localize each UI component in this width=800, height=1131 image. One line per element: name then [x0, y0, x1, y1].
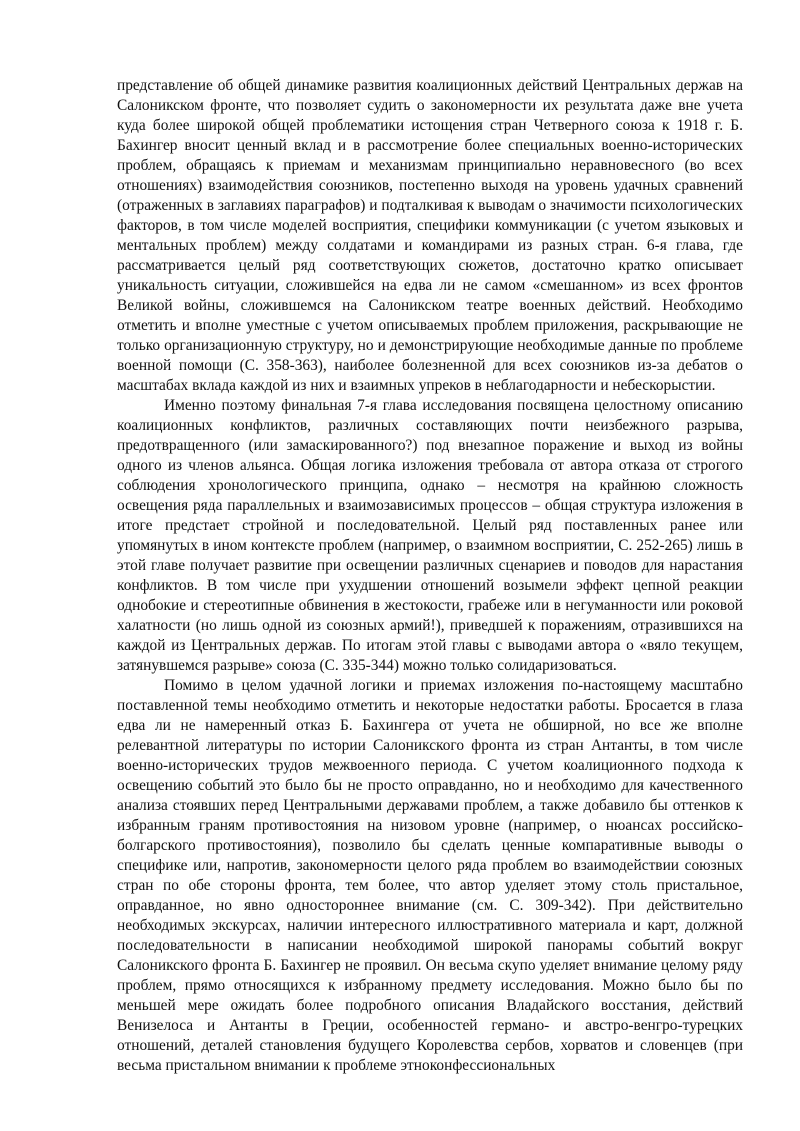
- document-page: [117, 76, 743, 1076]
- paragraph-1: представление об общей динамике развития коалиционных действий Центральных держав на Салоникском фронте, что позволяет судить о закономерности их результата даже вне учета куда более широкой общей проблематики истощения стран Четверного союза к 1918 г. Б. Бахингер вносит ценный вклад и в рассмотрение более специальных военно-исторических проблем, обращаясь к приемам и механизмам принципиально неравновесного (во всех отношениях) взаимодействия союзников, постепенно выходя на уровень удачных сравнений (отраженных в заглавиях параграфов) и подталкивая к выводам о значимости психологических факторов, в том числе моделей восприятия, специфики коммуникации (с учетом языковых и ментальных проблем) между солдатами и командирами из разных стран. 6-я глава, где рассматривается целый ряд соответствующих сюжетов, достаточно кратко описывает уникальность ситуации, сложившейся на едва ли не самом «смешанном» из всех фронтов Великой войны, сложившемся на Салоникском театре военных действий. Необходимо отметить и вполне уместные с учетом описываемых проблем приложения, раскрывающие не только организационную структуру, но и демонстрирующие необходимые данные по проблеме военной помощи (С. 358-363), наиболее болезненной для всех союзников из-за дебатов о масштабах вклада каждой из них и взаимных упреков в неблагодарности и небескорыстии.: [117, 77, 743, 394]
- paragraph-2: Именно поэтому финальная 7-я глава исследования посвящена целостному описанию коалиционных конфликтов, различных составляющих почти неизбежного разрыва, предотвращенного (или замаскированного?) под внезапное поражение и выход из войны одного из членов альянса. Общая логика изложения требовала от автора отказа от строгого соблюдения хронологического принципа, однако – несмотря на крайнюю сложность освещения ряда параллельных и взаимозависимых процессов – общая структура изложения в итоге предстает стройной и последовательной. Целый ряд поставленных ранее или упомянутых в ином контексте проблем (например, о взаимном восприятии, С. 252-265) лишь в этой главе получает развитие при освещении различных сценариев и поводов для нарастания конфликтов. В том числе при ухудшении отношений возымели эффект цепной реакции однобокие и стереотипные обвинения в жестокости, грабеже или в негуманности или роковой халатности (но лишь одной из союзных армий!), приведшей к поражениям, отразившихся на каждой из Центральных держав. По итогам этой главы с выводами автора о «вяло текущем, затянувшемся разрыве» союза (С. 335-344) можно только солидаризоваться.: [117, 397, 743, 674]
- paragraph-3: Помимо в целом удачной логики и приемах изложения по-настоящему масштабно поставленной темы необходимо отметить и некоторые недостатки работы. Бросается в глаза едва ли не намеренный отказ Б. Бахингера от учета не обширной, но все же вполне релевантной литературы по истории Салоникского фронта из стран Антанты, в том числе военно-исторических трудов межвоенного периода. С учетом коалиционного подхода к освещению событий это было бы не просто оправданно, но и необходимо для качественного анализа стоявших перед Центральными державами проблем, а также добавило бы оттенков к избранным граням противостояния на низовом уровне (например, о нюансах российско-болгарского противостояния), позволило бы сделать ценные компаративные выводы о специфике или, напротив, закономерности целого ряда проблем во взаимодействии союзных стран по обе стороны фронта, тем более, что автор уделяет этому столь пристальное, оправданное, но явно одностороннее внимание (см. С. 309-342). При действительно необходимых экскурсах, наличии интересного иллюстративного материала и карт, должной последовательности в написании необходимой широкой панорамы событий вокруг Салоникского фронта Б. Бахингер не проявил. Он весьма скупо уделяет внимание целому ряду проблем, прямо относящихся к избранному предмету исследования. Можно было бы по меньшей мере ожидать более подробного описания Владайского восстания, действий Венизелоса и Антанты в Греции, особенностей германо- и австро-венгро-турецких отношений, деталей становления будущего Королевства сербов, хорватов и словенцев (при весьма пристальном внимании к проблеме этноконфессиональных: [117, 677, 743, 1074]
